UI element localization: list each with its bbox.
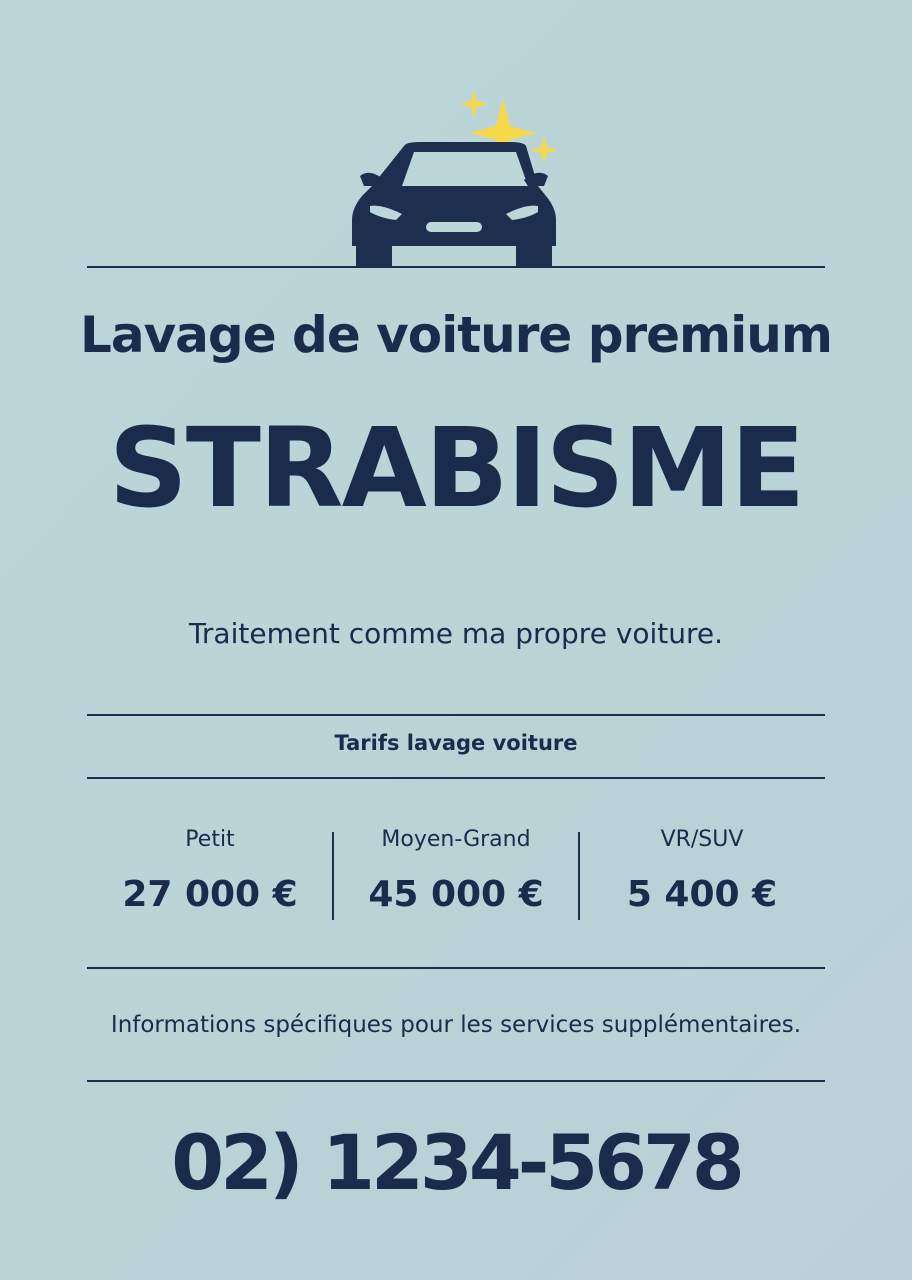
price-tier-label: VR/SUV (660, 827, 744, 852)
price-tier-medium-large (333, 824, 579, 915)
services-info: Informations spécifiques pour les services supplémentaires. (110, 1012, 802, 1038)
price-tier-small (87, 824, 333, 915)
car-icon (352, 142, 556, 268)
divider-contact (87, 1080, 825, 1082)
brand-name: STRABISME (108, 404, 804, 532)
phone-number: 02) 1234-5678 (171, 1118, 741, 1207)
divider-top (87, 266, 825, 268)
price-tier-label: Petit (185, 827, 235, 852)
tagline: Traitement comme ma propre voiture. (188, 617, 724, 650)
price-tier-label: Moyen-Grand (381, 827, 531, 852)
headline: Lavage de voiture premium (79, 306, 832, 364)
divider-pricing-header (87, 777, 825, 779)
price-tier-value: 27 000 € (122, 874, 298, 915)
price-tier-value: 45 000 € (368, 874, 544, 915)
price-tier-suv (579, 824, 825, 915)
divider-pricing-bottom (87, 967, 825, 969)
pricing-title: Tarifs lavage voiture (334, 731, 578, 755)
divider-pricing-top (87, 714, 825, 716)
price-tier-value: 5 400 € (626, 874, 778, 915)
car-wash-illustration (340, 86, 570, 268)
